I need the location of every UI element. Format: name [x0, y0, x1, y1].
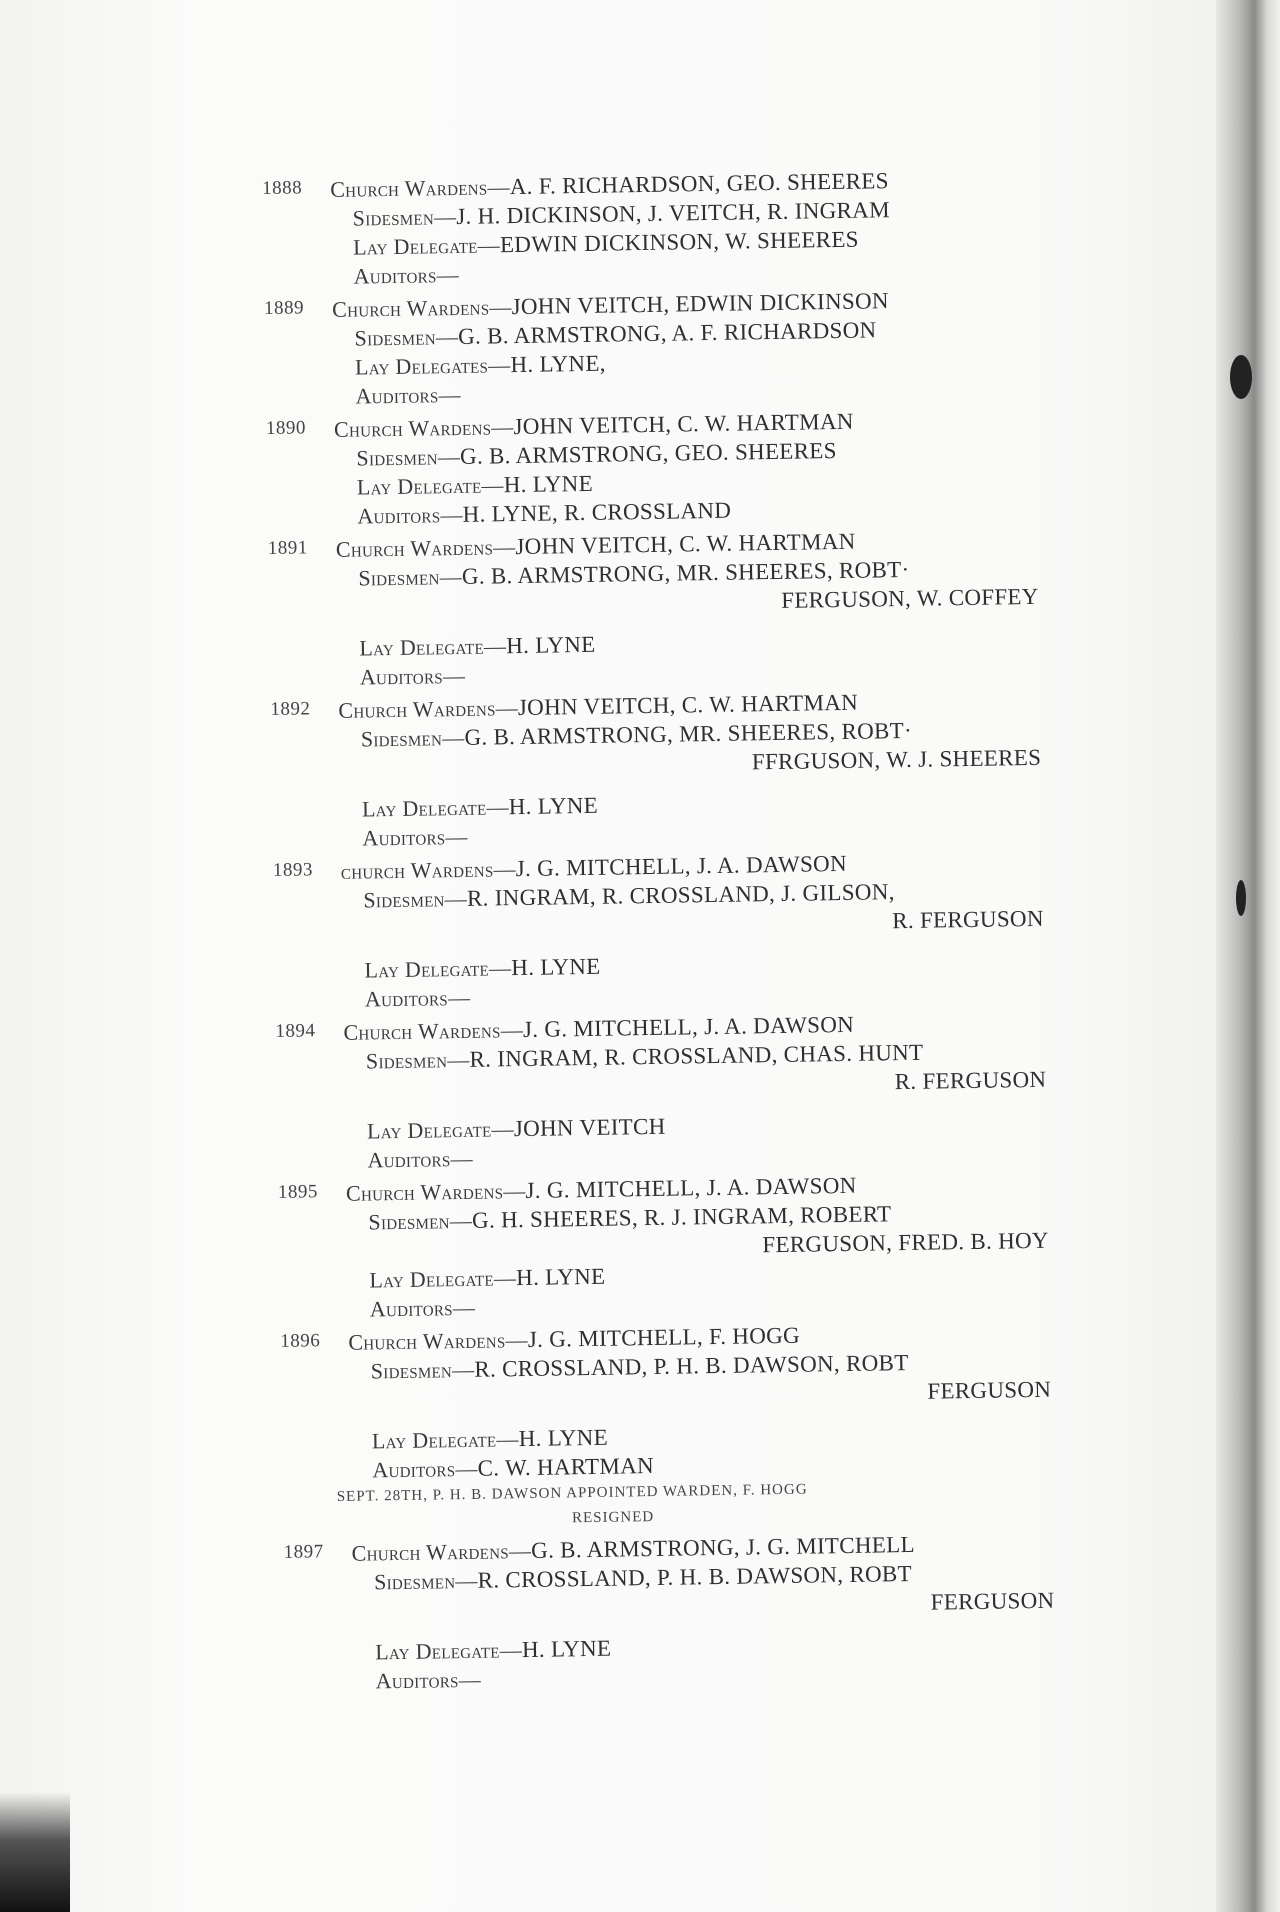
office-label: Sidesmen— [368, 1207, 473, 1235]
office-holders: G. B. ARMSTRONG, GEO. SHEERES [459, 438, 837, 469]
year-entry [268, 524, 1050, 693]
office-label: Auditors— [362, 823, 468, 851]
office-holders: FERGUSON [927, 1376, 1052, 1404]
office-label: Auditors— [364, 984, 471, 1012]
office-label: Auditors— [367, 1145, 473, 1173]
year-entry [275, 1007, 1057, 1176]
office-holders: A. F. RICHARDSON, GEO. SHEERES [509, 168, 889, 200]
office-label: Sidesmen— [352, 203, 457, 231]
office-holders: JOHN VEITCH, C. W. HARTMAN [517, 689, 859, 721]
office-holders: R. CROSSLAND, P. H. B. DAWSON, ROBT [474, 1349, 909, 1382]
office-holders: H. LYNE, R. CROSSLAND [462, 497, 732, 527]
office-holders: G. B. ARMSTRONG, MR. SHEERES, ROBT· [464, 717, 913, 750]
entry-year: 1888 [262, 177, 303, 199]
office-label: Lay Delegate— [371, 1426, 519, 1454]
entry-year: 1890 [265, 417, 307, 439]
year-entry [264, 284, 1046, 412]
office-holders: H. LYNE [503, 470, 594, 498]
year-entry [262, 164, 1044, 292]
entry-year: 1896 [280, 1330, 321, 1352]
office-label: Lay Delegate— [361, 794, 509, 822]
office-holders: H. LYNE [511, 953, 601, 981]
office-holders: H. LYNE [515, 1263, 606, 1291]
office-holders: H. LYNE, [510, 350, 606, 378]
office-holders: G. B. ARMSTRONG, J. G. MITCHELL [530, 1531, 916, 1563]
entry-note: RESIGNED [571, 1509, 655, 1527]
office-holders: J. H. DICKINSON, J. VEITCH, R. INGRAM [456, 197, 891, 229]
office-holders: R. INGRAM, R. CROSSLAND, CHAS. HUNT [469, 1039, 924, 1072]
office-holders: EDWIN DICKINSON, W. SHEERES [499, 226, 859, 258]
office-holders: G. B. ARMSTRONG, A. F. RICHARDSON [457, 317, 877, 349]
office-label: Sidesmen— [370, 1356, 475, 1384]
office-label: Sidesmen— [363, 885, 468, 913]
office-holders: J. G. MITCHELL, J. A. DAWSON [522, 1011, 855, 1043]
office-label: Auditors— [372, 1455, 478, 1483]
corner-shadow [0, 1792, 70, 1912]
office-label: Church Wardens— [348, 1326, 529, 1355]
office-label: Auditors— [355, 381, 461, 409]
office-label: Church Wardens— [331, 294, 512, 322]
year-entry [283, 1528, 1065, 1697]
vestry-officers-list [262, 164, 1066, 1701]
office-holders: R. CROSSLAND, P. H. B. DAWSON, ROBT [477, 1560, 913, 1593]
year-entry [273, 846, 1055, 1015]
office-label: Sidesmen— [373, 1567, 478, 1595]
office-label: Lay Delegate— [369, 1265, 517, 1293]
year-entry [280, 1317, 1063, 1536]
office-holders: C. W. HARTMAN [477, 1453, 655, 1481]
office-label: Sidesmen— [354, 323, 459, 351]
entry-year: 1892 [270, 698, 311, 720]
office-holders: FERGUSON, W. COFFEY [781, 583, 1039, 613]
page-edge-shadow [1216, 0, 1280, 1912]
office-label: Lay Delegate— [375, 1637, 523, 1665]
office-holders: G. H. SHEERES, R. J. INGRAM, ROBERT [471, 1201, 892, 1233]
office-label: Lay Delegate— [359, 633, 507, 661]
office-holders: R. INGRAM, R. CROSSLAND, J. GILSON, [466, 879, 895, 911]
entry-note: SEPT. 28TH, P. H. B. DAWSON APPOINTED WARDEN, F. HOGG [336, 1481, 808, 1505]
office-holders: J. G. MITCHELL, J. A. DAWSON [515, 850, 848, 882]
office-label: Auditors— [359, 662, 466, 690]
binding-mark [1236, 880, 1246, 916]
office-label: Church Wardens— [330, 174, 510, 202]
office-holders: JOHN VEITCH, C. W. HARTMAN [513, 408, 854, 440]
entry-year: 1897 [283, 1541, 324, 1563]
year-entry [266, 404, 1048, 532]
office-label: Sidesmen— [360, 724, 465, 752]
office-label: Church Wardens— [345, 1177, 526, 1206]
office-holders: JOHN VEITCH, C. W. HARTMAN [515, 528, 856, 560]
office-label: Church Wardens— [351, 1537, 532, 1566]
entry-year: 1891 [267, 537, 309, 559]
office-label: Church Wardens— [338, 695, 519, 723]
office-holders: H. LYNE [508, 792, 599, 820]
office-holders: H. LYNE [521, 1635, 612, 1663]
office-label: Lay Delegate— [352, 232, 501, 260]
office-label: Church Wardens— [343, 1017, 524, 1045]
office-label: church Wardens— [340, 856, 516, 884]
office-holders: JOHN VEITCH, EDWIN DICKINSON [511, 288, 890, 320]
office-label: Sidesmen— [358, 563, 463, 591]
office-holders: J. G. MITCHELL, F. HOGG [527, 1322, 801, 1352]
office-label: Auditors— [375, 1666, 482, 1694]
entry-year: 1893 [272, 859, 314, 881]
office-holders: FFRGUSON, W. J. SHEERES [751, 744, 1042, 775]
office-holders: R. FERGUSON [892, 905, 1044, 934]
office-label: Lay Delegates— [354, 352, 511, 380]
office-label: Church Wardens— [333, 414, 514, 442]
office-label: Lay Delegate— [366, 1116, 515, 1144]
office-holders: JOHN VEITCH [513, 1113, 666, 1142]
office-label: Auditors— [357, 501, 463, 529]
office-label: Auditors— [353, 261, 460, 289]
office-holders: G. B. ARMSTRONG, MR. SHEERES, ROBT· [461, 556, 910, 589]
entry-year: 1894 [275, 1020, 316, 1042]
office-label: Sidesmen— [356, 443, 461, 471]
office-holders: J. G. MITCHELL, J. A. DAWSON [525, 1172, 857, 1203]
entry-year: 1889 [263, 297, 305, 319]
binding-mark [1230, 355, 1252, 399]
entry-year: 1895 [277, 1181, 319, 1203]
office-holders: H. LYNE [518, 1424, 609, 1452]
office-label: Sidesmen— [365, 1046, 470, 1074]
year-entry [270, 685, 1052, 854]
office-label: Auditors— [369, 1294, 476, 1322]
office-label: Lay Delegate— [364, 955, 512, 983]
office-label: Lay Delegate— [356, 472, 504, 500]
office-holders: FERGUSON [930, 1587, 1055, 1615]
office-holders: H. LYNE [506, 631, 596, 659]
year-entry [278, 1168, 1060, 1325]
office-holders: FERGUSON, FRED. B. HOY [762, 1227, 1050, 1258]
office-label: Church Wardens— [335, 534, 516, 562]
office-holders: R. FERGUSON [894, 1066, 1047, 1095]
